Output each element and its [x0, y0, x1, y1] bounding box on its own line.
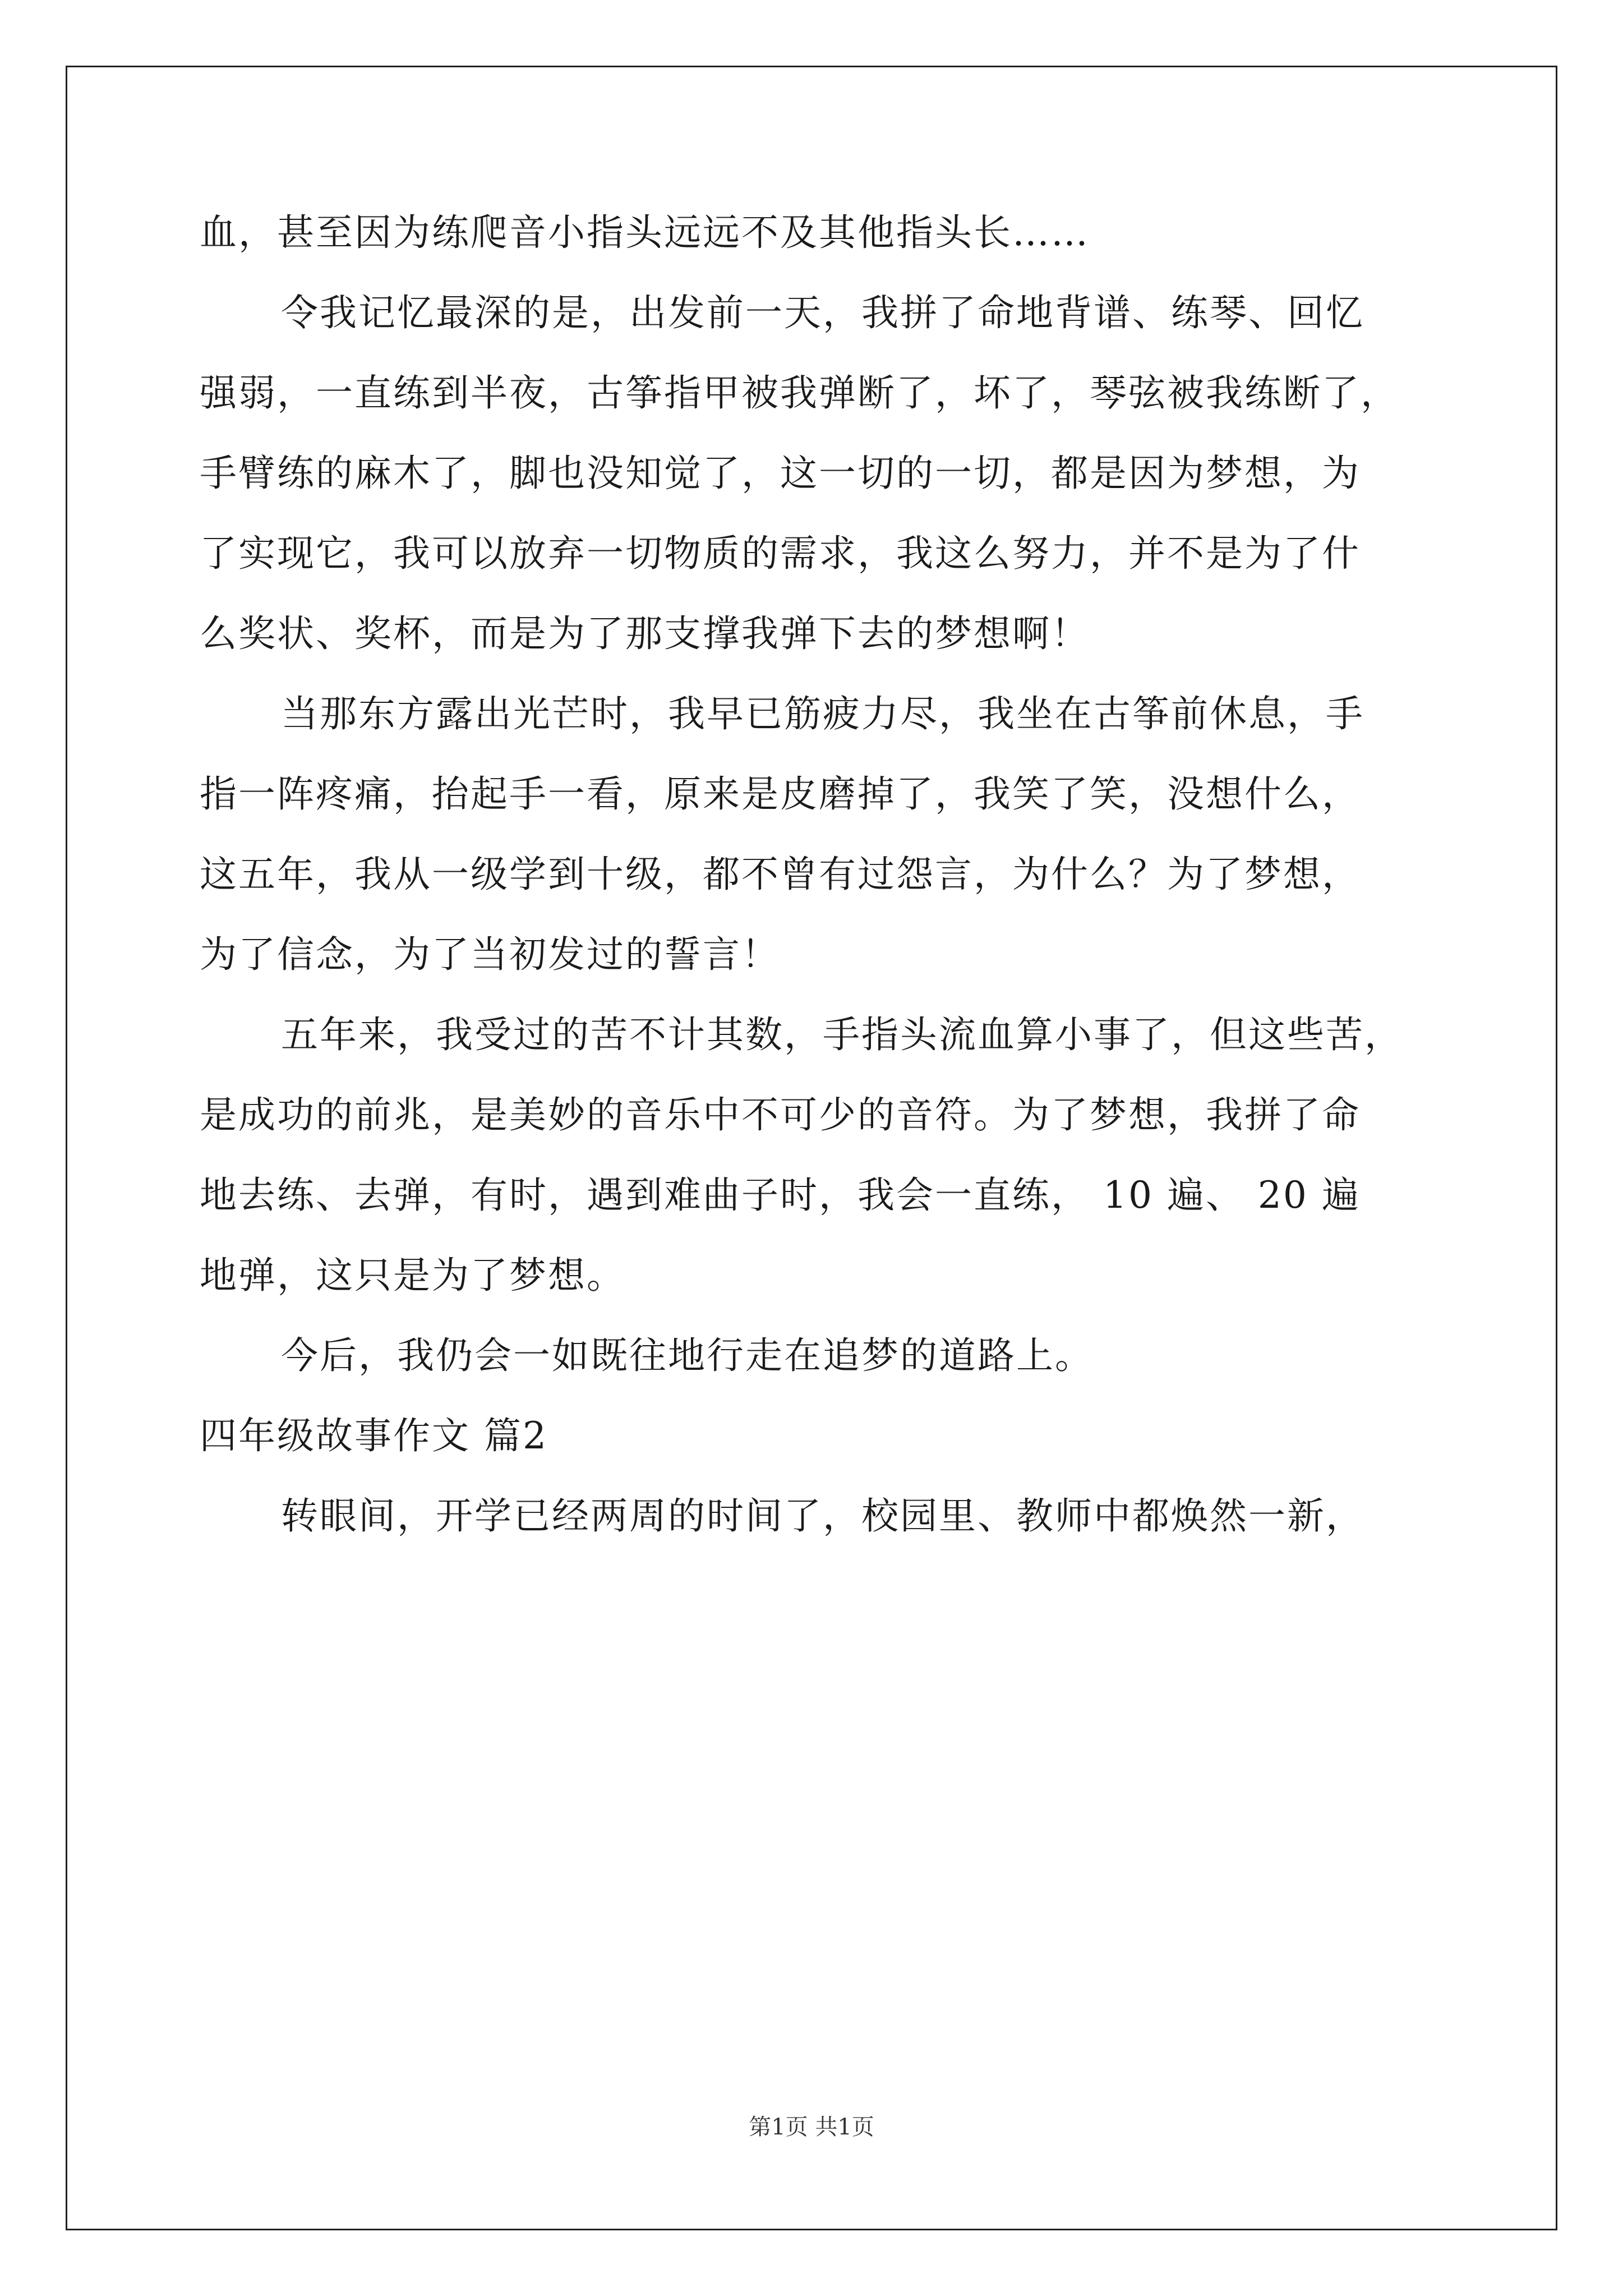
paragraph-line: 是成功的前兆，是美妙的音乐中不可少的音符。为了梦想，我拼了命 [200, 1093, 1361, 1137]
paragraph-line: 这五年，我从一级学到十级，都不曾有过怨言，为什么？为了梦想， [200, 853, 1361, 896]
paragraph-line: 手臂练的麻木了，脚也没知觉了，这一切的一切，都是因为梦想，为 [200, 452, 1361, 495]
paragraph-line: 当那东方露出光芒时，我早已筋疲力尽，我坐在古筝前休息，手 [281, 692, 1364, 735]
paragraph-line: 为了信念，为了当初发过的誓言！ [200, 933, 780, 976]
paragraph-line: 令我记忆最深的是，出发前一天，我拼了命地背谱、练琴、回忆 [281, 291, 1364, 334]
paragraph-line: 么奖状、奖杯，而是为了那支撑我弹下去的梦想啊！ [200, 612, 1090, 655]
page-footer: 第1页 共1页 [749, 2114, 874, 2140]
paragraph-line: 地去练、去弹，有时，遇到难曲子时，我会一直练， 10 遍、 20 遍 [200, 1174, 1361, 1217]
paragraph-line: 了实现它，我可以放弃一切物质的需求，我这么努力，并不是为了什 [200, 532, 1361, 575]
paragraph-line: 强弱，一直练到半夜，古筝指甲被我弹断了，坏了，琴弦被我练断了， [200, 371, 1399, 415]
paragraph-line: 五年来，我受过的苦不计其数，手指头流血算小事了，但这些苦， [281, 1013, 1403, 1056]
paragraph-line: 今后，我仍会一如既往地行走在追梦的道路上。 [281, 1334, 1094, 1377]
paragraph-line: 转眼间，开学已经两周的时间了，校园里、教师中都焕然一新， [281, 1494, 1364, 1538]
paragraph-line: 指一阵疼痛，抬起手一看，原来是皮磨掉了，我笑了笑，没想什么， [200, 772, 1361, 816]
paragraph-line: 血，甚至因为练爬音小指头远远不及其他指头长…… [200, 211, 1090, 254]
paragraph-line: 地弹，这只是为了梦想。 [200, 1254, 625, 1297]
section-heading: 四年级故事作文 篇2 [200, 1414, 548, 1457]
